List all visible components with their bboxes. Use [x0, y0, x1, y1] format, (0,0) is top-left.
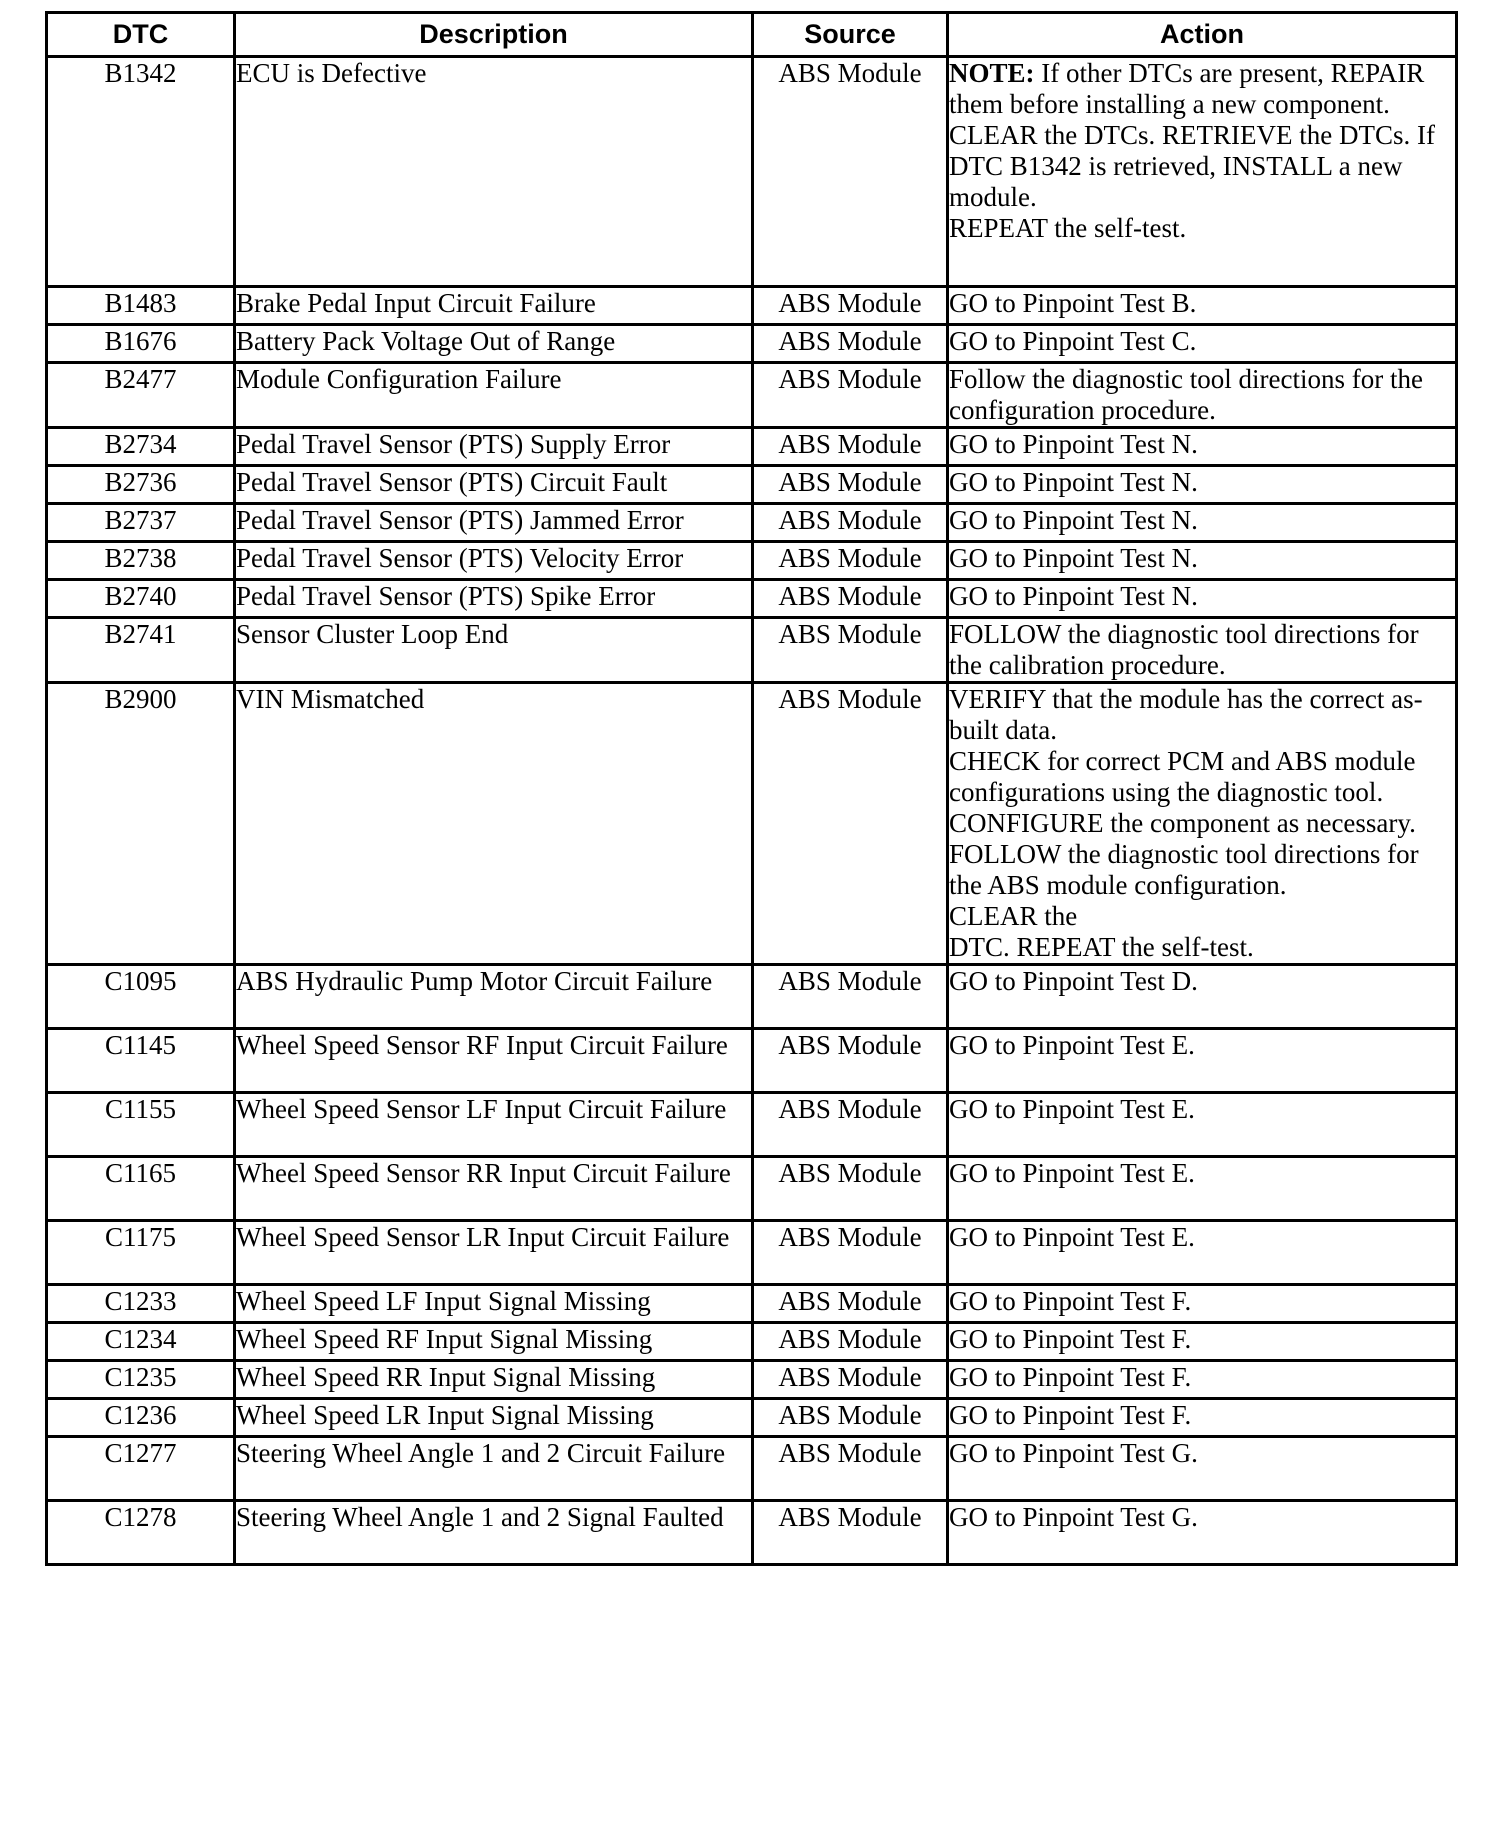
cell-source: ABS Module [753, 1323, 948, 1361]
table-row [47, 1029, 1457, 1093]
cell-description: Battery Pack Voltage Out of Range [235, 325, 753, 363]
action-line: GO to Pinpoint Test E. [949, 1158, 1195, 1188]
cell-description: Wheel Speed LF Input Signal Missing [235, 1285, 753, 1323]
action-line: DTC. REPEAT the self-test. [949, 932, 1254, 962]
cell-source: ABS Module [753, 1157, 948, 1221]
action-line: GO to Pinpoint Test F. [949, 1400, 1192, 1430]
table-row [47, 1285, 1457, 1323]
cell-source: ABS Module [753, 363, 948, 428]
cell-action [948, 287, 1457, 325]
cell-description: ECU is Defective [235, 57, 753, 287]
cell-description: Wheel Speed LR Input Signal Missing [235, 1399, 753, 1437]
dtc-table [45, 11, 1458, 1566]
cell-source: ABS Module [753, 1501, 948, 1565]
cell-source: ABS Module [753, 325, 948, 363]
table-row [47, 683, 1457, 965]
table-row [47, 542, 1457, 580]
cell-action [948, 1437, 1457, 1501]
action-line: CLEAR the DTCs. RETRIEVE the DTCs. If DTC B1342 is retrieved, INSTALL a new module. [949, 120, 1435, 212]
cell-source: ABS Module [753, 1029, 948, 1093]
cell-source: ABS Module [753, 580, 948, 618]
cell-source: ABS Module [753, 287, 948, 325]
cell-action [948, 1399, 1457, 1437]
cell-dtc: C1145 [47, 1029, 235, 1093]
table-row [47, 580, 1457, 618]
cell-description: Wheel Speed Sensor LF Input Circuit Failure [235, 1093, 753, 1157]
cell-dtc: B2740 [47, 580, 235, 618]
cell-source: ABS Module [753, 428, 948, 466]
cell-source: ABS Module [753, 1437, 948, 1501]
cell-action [948, 965, 1457, 1029]
table-row [47, 428, 1457, 466]
cell-dtc: C1175 [47, 1221, 235, 1285]
cell-action [948, 1221, 1457, 1285]
cell-action [948, 683, 1457, 965]
cell-dtc: C1278 [47, 1501, 235, 1565]
cell-dtc: C1165 [47, 1157, 235, 1221]
cell-action [948, 57, 1457, 287]
cell-source: ABS Module [753, 683, 948, 965]
cell-source: ABS Module [753, 1361, 948, 1399]
cell-action [948, 325, 1457, 363]
table-row [47, 1093, 1457, 1157]
action-line: GO to Pinpoint Test B. [949, 288, 1197, 318]
cell-description: Module Configuration Failure [235, 363, 753, 428]
table-row [47, 287, 1457, 325]
cell-dtc: B2477 [47, 363, 235, 428]
table-row [47, 504, 1457, 542]
action-line: GO to Pinpoint Test F. [949, 1286, 1192, 1316]
action-line: GO to Pinpoint Test D. [949, 966, 1198, 996]
action-line: GO to Pinpoint Test E. [949, 1222, 1195, 1252]
table-row [47, 965, 1457, 1029]
action-line: VERIFY that the module has the correct as-built data. [949, 684, 1423, 745]
table-row [47, 1399, 1457, 1437]
cell-dtc: B2737 [47, 504, 235, 542]
cell-action [948, 428, 1457, 466]
cell-description: Brake Pedal Input Circuit Failure [235, 287, 753, 325]
header-source: Source [753, 13, 948, 57]
cell-action [948, 1093, 1457, 1157]
table-row [47, 363, 1457, 428]
cell-dtc: C1155 [47, 1093, 235, 1157]
table-row [47, 1323, 1457, 1361]
cell-dtc: B1342 [47, 57, 235, 287]
cell-source: ABS Module [753, 1285, 948, 1323]
cell-dtc: B2734 [47, 428, 235, 466]
cell-description: Wheel Speed RR Input Signal Missing [235, 1361, 753, 1399]
cell-source: ABS Module [753, 965, 948, 1029]
action-line: GO to Pinpoint Test E. [949, 1094, 1195, 1124]
table-row [47, 1501, 1457, 1565]
cell-action [948, 1029, 1457, 1093]
table-row [47, 618, 1457, 683]
action-line: REPEAT the self-test. [949, 213, 1187, 243]
cell-source: ABS Module [753, 57, 948, 287]
action-line: FOLLOW the diagnostic tool directions for the calibration procedure. [949, 619, 1419, 680]
cell-description: Wheel Speed Sensor RR Input Circuit Failure [235, 1157, 753, 1221]
cell-action [948, 1323, 1457, 1361]
table-row [47, 57, 1457, 287]
action-line: Follow the diagnostic tool directions for the configuration procedure. [949, 364, 1423, 425]
table-body [47, 57, 1457, 1565]
header-action: Action [948, 13, 1457, 57]
header-dtc: DTC [47, 13, 235, 57]
cell-description: Pedal Travel Sensor (PTS) Spike Error [235, 580, 753, 618]
cell-description: Wheel Speed Sensor RF Input Circuit Failure [235, 1029, 753, 1093]
note-label: NOTE: [949, 58, 1035, 88]
cell-description: Steering Wheel Angle 1 and 2 Signal Faulted [235, 1501, 753, 1565]
action-line: GO to Pinpoint Test N. [949, 505, 1198, 535]
action-line: GO to Pinpoint Test N. [949, 543, 1198, 573]
table-row [47, 1437, 1457, 1501]
cell-source: ABS Module [753, 466, 948, 504]
cell-dtc: C1236 [47, 1399, 235, 1437]
header-row [47, 13, 1457, 57]
cell-source: ABS Module [753, 504, 948, 542]
cell-dtc: C1234 [47, 1323, 235, 1361]
cell-dtc: C1277 [47, 1437, 235, 1501]
cell-dtc: B2738 [47, 542, 235, 580]
action-line: GO to Pinpoint Test N. [949, 429, 1198, 459]
cell-dtc: B1676 [47, 325, 235, 363]
cell-action [948, 542, 1457, 580]
action-line: CLEAR the [949, 901, 1078, 931]
cell-dtc: B2736 [47, 466, 235, 504]
cell-description: ABS Hydraulic Pump Motor Circuit Failure [235, 965, 753, 1029]
cell-action [948, 618, 1457, 683]
cell-description: Wheel Speed Sensor LR Input Circuit Failure [235, 1221, 753, 1285]
action-line: CHECK for correct PCM and ABS module configurations using the diagnostic tool. CONFIGURE the component as necessary. FOLLOW the diagnostic tool directions for the ABS module configuration. [949, 746, 1419, 900]
action-line: GO to Pinpoint Test C. [949, 326, 1197, 356]
cell-dtc: C1095 [47, 965, 235, 1029]
cell-action [948, 580, 1457, 618]
action-line [949, 58, 1455, 120]
cell-description: Pedal Travel Sensor (PTS) Jammed Error [235, 504, 753, 542]
cell-dtc: C1233 [47, 1285, 235, 1323]
cell-action [948, 1361, 1457, 1399]
cell-description: Steering Wheel Angle 1 and 2 Circuit Failure [235, 1437, 753, 1501]
cell-description: Pedal Travel Sensor (PTS) Circuit Fault [235, 466, 753, 504]
cell-description: Sensor Cluster Loop End [235, 618, 753, 683]
cell-description: Pedal Travel Sensor (PTS) Velocity Error [235, 542, 753, 580]
action-line: GO to Pinpoint Test F. [949, 1362, 1192, 1392]
action-line: GO to Pinpoint Test G. [949, 1502, 1198, 1532]
cell-description: Wheel Speed RF Input Signal Missing [235, 1323, 753, 1361]
cell-dtc: C1235 [47, 1361, 235, 1399]
cell-source: ABS Module [753, 1221, 948, 1285]
cell-source: ABS Module [753, 542, 948, 580]
cell-action [948, 1157, 1457, 1221]
cell-source: ABS Module [753, 1093, 948, 1157]
cell-source: ABS Module [753, 618, 948, 683]
table-row [47, 466, 1457, 504]
action-line: GO to Pinpoint Test N. [949, 467, 1198, 497]
cell-action [948, 466, 1457, 504]
cell-action [948, 1501, 1457, 1565]
header-description: Description [235, 13, 753, 57]
table-header [47, 13, 1457, 57]
cell-source: ABS Module [753, 1399, 948, 1437]
cell-dtc: B2900 [47, 683, 235, 965]
action-line: GO to Pinpoint Test G. [949, 1438, 1198, 1468]
action-text: If other DTCs are present, REPAIR them before installing a new component. [949, 58, 1425, 119]
table-row [47, 1361, 1457, 1399]
table-row [47, 1157, 1457, 1221]
cell-description: Pedal Travel Sensor (PTS) Supply Error [235, 428, 753, 466]
table-row [47, 325, 1457, 363]
cell-dtc: B1483 [47, 287, 235, 325]
action-line: GO to Pinpoint Test F. [949, 1324, 1192, 1354]
table-row [47, 1221, 1457, 1285]
cell-description: VIN Mismatched [235, 683, 753, 965]
cell-dtc: B2741 [47, 618, 235, 683]
cell-action [948, 504, 1457, 542]
action-line: GO to Pinpoint Test E. [949, 1030, 1195, 1060]
action-line: GO to Pinpoint Test N. [949, 581, 1198, 611]
cell-action [948, 1285, 1457, 1323]
cell-action [948, 363, 1457, 428]
